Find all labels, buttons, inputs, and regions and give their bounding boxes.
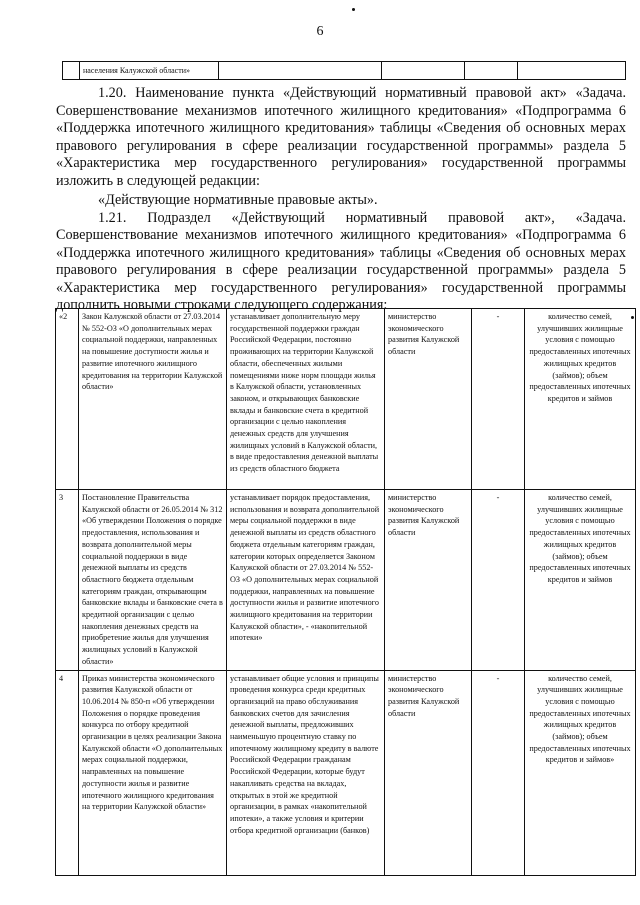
row-number: 3 — [56, 490, 79, 671]
measures-table — [55, 308, 636, 876]
adoption-date: - — [472, 490, 525, 671]
legal-act: Закон Калужской области от 27.03.2014 № 552-ОЗ «О дополнительных мерах социальной поддержки, направленных на повышение доступности жилья и развитие ипотечного жилищного кредитования на территории Калужской области» — [79, 309, 227, 490]
row-number: «2 — [56, 309, 79, 490]
previous-table-fragment — [62, 61, 626, 80]
page-number: 6 — [316, 24, 324, 39]
table-row — [56, 309, 636, 490]
table-cell — [465, 62, 518, 80]
paragraph-1-20: 1.20. Наименование пункта «Действующий нормативный правовой акт» «Задача. Совершенствование механизмов ипотечного жилищного кредитования» «Подпрограмма 6 «Поддержка ипотечного жилищного кредитования» таблицы «Сведения об основных мерах правового регулирования в сфере реализации государственной программы» раздела 5 «Характеристика мер государственного регулирования» государственной программы изложить в следующей редакции: — [56, 85, 626, 189]
table-cell: населения Калужской области» — [80, 62, 219, 80]
adoption-date: - — [472, 670, 525, 875]
table-row — [56, 490, 636, 671]
indicators: количество семей, улучшивших жилищные условия с помощью предоставленных ипотечных жилищных кредитов (займов); объем предоставленных ипотечных кредитов и займов» — [525, 670, 636, 875]
paragraph-1-21: 1.21. Подраздел «Действующий нормативный правовой акт», «Задача. Совершенствование механизмов ипотечного жилищного кредитования» «Подпрограмма 6 «Поддержка ипотечного жилищного кредитования» таблицы «Сведения об основных мерах правового регулирования в сфере реализации государственной программы» раздела 5 «Характеристика мер государственного регулирования» государственной программы дополнить новыми строками следующего содержания: — [56, 209, 626, 313]
act-description: устанавливает дополнительную меру государственной поддержки граждан Российской Федерации, постоянно проживающих на территории Калужской области, обеспеченных жилыми помещениями ниже норм площади жилья в Калужской области, установленных законом, и открывающих банковские вклады и банковские счета в кредитной организации с целью накопления денежных средств для улучшения жилищных условий в Калужской области, в виде предоставления денежной выплаты из средств областного бюджета — [227, 309, 385, 490]
body-text — [56, 85, 626, 315]
table-cell — [518, 62, 626, 80]
responsible-executor: министерство экономического развития Калужской области — [385, 670, 472, 875]
responsible-executor: министерство экономического развития Калужской области — [385, 490, 472, 671]
responsible-executor: министерство экономического развития Калужской области — [385, 309, 472, 490]
table-cell — [63, 62, 80, 80]
paragraph-quote: «Действующие нормативные правовые акты». — [98, 192, 378, 208]
row-number: 4 — [56, 670, 79, 875]
scan-dot — [352, 8, 355, 11]
legal-act: Приказ министерства экономического развития Калужской области от 10.06.2014 № 850-п «Об утверждении Положения о порядке проведения конкурса по отбору кредитной организации в целях реализации Закона Калужской области «О дополнительных мерах социальной поддержки, направленных на повышение доступности жилья и развитие ипотечного жилищного кредитования на территории Калужской области» — [79, 670, 227, 875]
indicators: количество семей, улучшивших жилищные условия с помощью предоставленных ипотечных жилищных кредитов (займов); объем предоставленных ипотечных кредитов и займов — [525, 309, 636, 490]
table-cell — [219, 62, 382, 80]
act-description: устанавливает порядок предоставления, использования и возврата дополнительной меры социальной поддержки в виде денежной выплаты из средств областного бюджета отдельным категориям граждан, категории которых определяется Законом Калужской области от 27.03.2014 № 552-ОЗ «О дополнительных мерах социальной поддержки, направленных на повышение доступности жилья и развитие ипотечного жилищного кредитования на территории Калужской области», - «накопительной ипотеки» — [227, 490, 385, 671]
legal-act: Постановление Правительства Калужской области от 26.05.2014 № 312 «Об утверждении Положения о порядке предоставления, использования и возврата дополнительной меры социальной поддержки в виде денежной выплаты из средств областного бюджета отдельным категориям граждан, открывающим банковские вклады и банковские счета в кредитной организации с целью накопления денежных средств на приобретение жилья для улучшения жилищных условий в Калужской области» — [79, 490, 227, 671]
indicators: количество семей, улучшивших жилищные условия с помощью предоставленных ипотечных жилищных кредитов (займов); объем предоставленных ипотечных кредитов и займов — [525, 490, 636, 671]
act-description: устанавливает общие условия и принципы проведения конкурса среди кредитных организаций на право обслуживания банковских счетов для зачисления денежной выплаты, предложивших наименьшую процентную ставку по ипотечному жилищному кредиту в валюте Российской Федерации гражданам Российской Федерации, которые будут накапливать средства на вкладах, открытых в этой же кредитной организации, в рамках «накопительной ипотеки», а также условия и критерии отбора кредитной организации (банков) — [227, 670, 385, 875]
table-cell — [382, 62, 465, 80]
table-row — [56, 670, 636, 875]
adoption-date: - — [472, 309, 525, 490]
